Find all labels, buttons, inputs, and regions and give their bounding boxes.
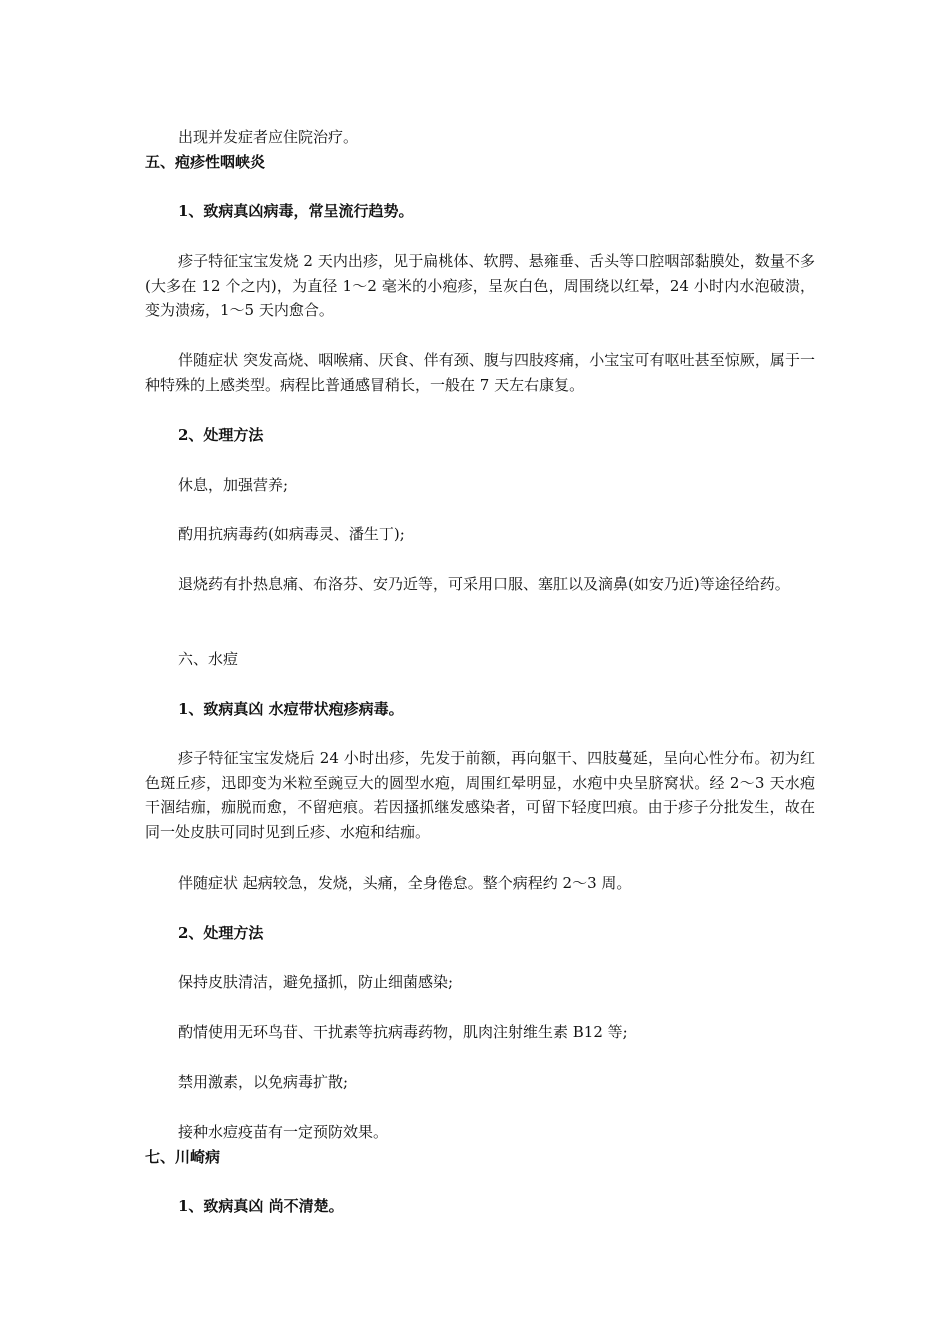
section-6-treatment-item: 酌情使用无环鸟苷、干扰素等抗病毒药物，肌肉注射维生素 B12 等; xyxy=(178,1023,628,1041)
section-5-symptoms-paragraph: 伴随症状 突发高烧、咽喉痛、厌食、伴有颈、腹与四肢疼痛，小宝宝可有呕吐甚至惊厥，属于一种特殊的上感类型。病程比普通感冒稍长，一般在 7 天左右康复。 xyxy=(145,351,815,394)
section-6-treatment-item: 接种水痘疫苗有一定预防效果。 xyxy=(178,1123,389,1141)
paragraph-intro-end: 出现并发症者应住院治疗。 xyxy=(178,128,359,146)
section-6-heading: 六、水痘 xyxy=(178,650,239,668)
section-5-rash-paragraph: 疹子特征宝宝发烧 2 天内出疹，见于扁桃体、软腭、悬雍垂、舌头等口腔咽部黏膜处，数量不多(大多在 12 个之内)，为直径 1～2 毫米的小疱疹，呈灰白色，周围绕以红晕，24 小时内水泡破溃，变为溃疡，1～5 天内愈合。 xyxy=(145,252,815,319)
section-5-cause-heading: 1、致病真凶病毒，常呈流行趋势。 xyxy=(178,202,414,220)
section-6-treatment-item: 保持皮肤清洁，避免搔抓，防止细菌感染; xyxy=(178,973,454,991)
section-6-symptoms-paragraph: 伴随症状 起病较急，发烧，头痛，全身倦怠。整个病程约 2～3 周。 xyxy=(178,874,632,892)
section-5-treatment-heading: 2、处理方法 xyxy=(178,426,264,444)
section-6-treatment-item: 禁用激素，以免病毒扩散; xyxy=(178,1073,349,1091)
section-6-cause-heading: 1、致病真凶 水痘带状疱疹病毒。 xyxy=(178,700,404,718)
section-5-treatment-item: 休息，加强营养; xyxy=(178,476,289,494)
section-5-treatment-item: 退烧药有扑热息痛、布洛芬、安乃近等，可采用口服、塞肛以及滴鼻(如安乃近)等途径给药。 xyxy=(178,575,790,593)
section-7-heading: 七、川崎病 xyxy=(145,1148,221,1166)
section-7-cause-heading: 1、致病真凶 尚不清楚。 xyxy=(178,1197,344,1215)
section-5-heading: 五、疱疹性咽峡炎 xyxy=(145,153,266,171)
section-5-treatment-item: 酌用抗病毒药(如病毒灵、潘生丁); xyxy=(178,525,405,543)
section-6-rash-paragraph: 疹子特征宝宝发烧后 24 小时出疹，先发于前额，再向躯干、四肢蔓延，呈向心性分布。初为红色斑丘疹，迅即变为米粒至豌豆大的圆型水疱，周围红晕明显，水疱中央呈脐窝状。经 2～3 天水疱干涸结痂，痂脱而愈，不留疤痕。若因搔抓继发感染者，可留下轻度凹痕。由于疹子分批发生，故在同一处皮肤可同时见到丘疹、水疱和结痂。 xyxy=(145,749,815,841)
section-6-treatment-heading: 2、处理方法 xyxy=(178,924,264,942)
